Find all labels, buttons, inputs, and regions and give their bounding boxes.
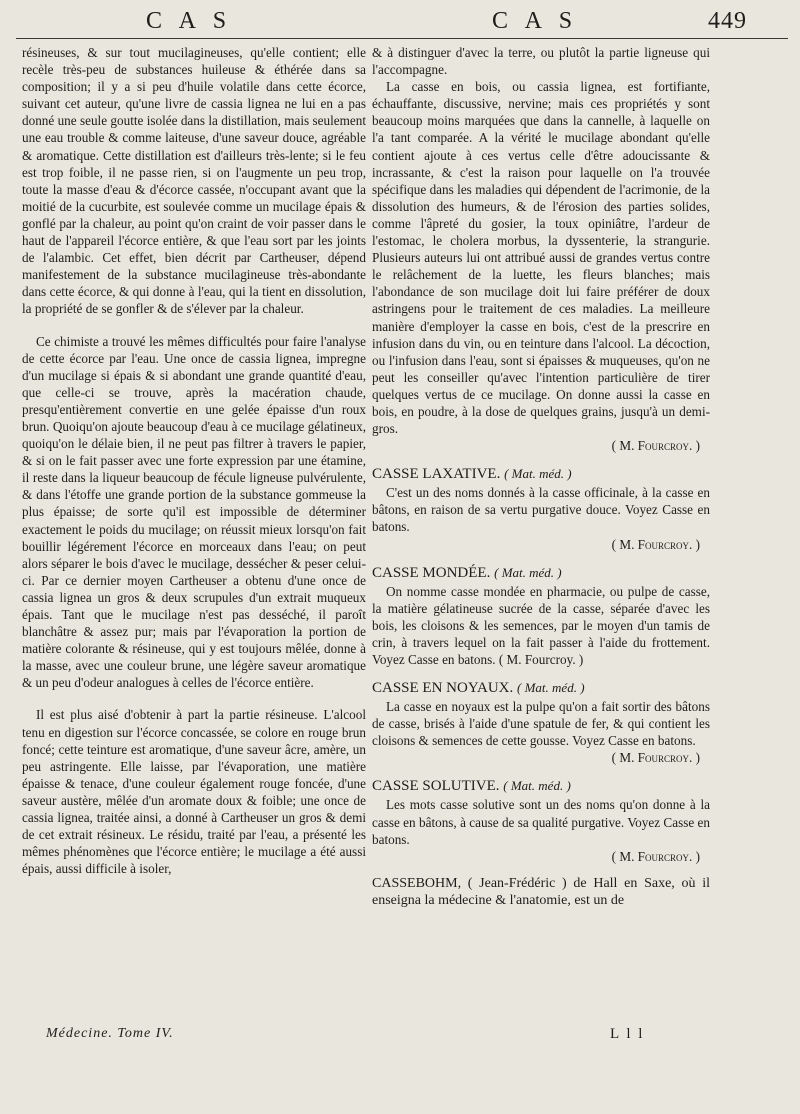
- dictionary-entry: [372, 678, 710, 766]
- dictionary-entry: [372, 563, 710, 668]
- dictionary-entry: [372, 464, 710, 552]
- entry-category: ( Mat. méd. ): [504, 466, 572, 482]
- entry-category: ( Mat. méd. ): [494, 564, 562, 580]
- left-column: [22, 44, 366, 877]
- author-signature: ( M. Fourcroy. ): [611, 750, 700, 766]
- entry-heading: CASSE MONDÉE.: [372, 564, 491, 581]
- running-head-center: C A S: [492, 8, 579, 34]
- entry-text: Les mots casse solutive sont un des noms qu'on donne à la casse en bâtons, à cause de sa qualité purgative. Voyez Casse en batons.: [372, 797, 710, 847]
- entry-text: C'est un des noms donnés à la casse officinale, à la casse en bâtons, en raison de sa vertu purgative douce. Voyez Casse en batons.: [372, 485, 710, 535]
- entry-text: On nomme casse mondée en pharmacie, ou pulpe de casse, la matière gélatineuse sucrée de la casse, séparée d'avec les bois, les cloisons & les semences, par le moyen d'un tamis de crin, à travers lequel on la fait passer à l'aide du frottement. Voyez Casse en batons. ( M. Fourcroy. ): [372, 583, 710, 667]
- right-column: [372, 44, 710, 909]
- paragraph: & à distinguer d'avec la terre, ou plutôt la partie ligneuse qui l'accompagne.: [372, 45, 710, 78]
- paragraph: résineuses, & sur tout mucilagineuses, qu'elle contient; elle recèle très-peu de substances huileuse & éthérée dans sa composition; il y a si peu d'huile volatile dans cette écorce, suivant cet auteur, qu'une livre de cassia lignea ne lui en a pas donné une seule goutte isolée dans la distillation, mais seulement une eau trouble & comme laiteuse, d'une saveur douce, agréable & aromatique. Cette distillation est d'ailleurs très-lente; si le feu est trop foible, il ne passe rien, si on l'augmente un peu trop, toute la masse d'eau & d'écorce cassée, n'occupant avant que la moitié de la cucurbite, est soulevée comme un mucilage épais & gonflé par la chaleur, au point qu'on craint de voir passer dans le haut de l'appareil l'écorce entière, & que l'eau sort par les joints de l'alambic. Cet effet, bien décrit par Cartheuser, dépend manifestement de la substance mucilagineuse très-abondante dans cette écorce, & qui donne à l'eau, qui la tient en dissolution, la propriété de se gonfler & de s'élever par la chaleur.: [22, 45, 366, 317]
- entry-heading: CASSE LAXATIVE.: [372, 466, 501, 483]
- paragraph: Ce chimiste a trouvé les mêmes difficultés pour faire l'analyse de cette écorce par l'eau. Une once de cassia lignea, impregne d'un mucilage si épais & si abondant une grande quantité d'eau, que celle-ci se trouve, après la macération chaude, presqu'entièrement convertie en une gelée épaisse d'un roux brun. Quoiqu'on ajoute beaucoup d'eau à ce mucilage gélatineux, quoiqu'on le délaie bien, il ne peut pas filtrer à travers le papier, & si on le fait passer avec une forte expression par une étamine, il reste dans la liqueur beaucoup de fécule ligneuse pulvérulente, & dans l'étoffe une grande portion de la substance gommeuse la plus épaisse; de sorte qu'il est impossible de déterminer exactement le poids du mucilage; on réussit mieux lorsqu'on fait bouillir légérement l'écorce en morceaux dans l'eau; on peut alors séparer le bois d'avec le mucilage, dessécher & peser celui-ci. Par ce dernier moyen Cartheuser a obtenu d'une once de cassia lignea un gros & deux scrupules d'un extrait muqueux épais. Tant que le mucilage n'est pas desséché, il paroît blanchâtre & assez pur; mais par l'évaporation la portion de matière colorante & résineuse, qui y est toujours mêlée, donne à la masse, avec une couleur brune, une légère saveur aromatique & un peu d'odeur analogues à celles de l'écorce entière.: [22, 333, 366, 691]
- signature-mark: L l l: [610, 1026, 645, 1042]
- paragraph: Il est plus aisé d'obtenir à part la partie résineuse. L'alcool tenu en digestion sur l'écorce concassée, se colore en rouge brun foncé; cette teinture est aromatique, d'une saveur âcre, amère, un peu astringente. Elle laisse, par l'évaporation, une matière épaisse & tenace, d'une couleur également rouge foncée, d'une saveur austère, mêlée d'un aromate doux & foible; une once de cassia lignea, traitée ainsi, a donné à Cartheuser un gros & demi de cet extrait résineux. Le résidu, traité par l'eau, a présenté les mêmes phénomènes que l'écorce entière; le mucilage a été aussi épais, aussi difficile à isoler,: [22, 707, 366, 877]
- running-head-left: C A S: [146, 8, 233, 34]
- paragraph: La casse en bois, ou cassia lignea, est fortifiante, échauffante, discussive, nervine; mais ces propriétés y sont beaucoup moins marquées que dans la cannelle, à laquelle on l'a tant comparée. A la vérité le mucilage abondant qu'elle contient ajoute à ces vertus celle d'être adoucissante & incrassante, & c'est la raison pour laquelle on l'a trouvée spécifique dans les maladies qui dépendent de l'acrimonie, de la dissolution des humeurs, & de l'érosion des parties solides, comme l'âpreté du gosier, la toux opiniâtre, l'ardeur de l'estomac, le cholera morbus, la dyssenterie, la strangurie. Plusieurs auteurs lui ont attribué aussi de grandes vertus contre le relâchement de la luette, les fleurs blanches; mais l'abondance de son mucilage doit lui faire préférer de doux astringens pour le traitement de ces maladies. La meilleure manière d'employer la casse en bois, c'est de la prescrire en infusion dans du vin, ou en teinture dans l'alcool. La décoction, ou l'infusion dans l'eau, sont si épaisses & muqueuses, qu'on ne peut les conseiller qu'avec l'intention particulière de tirer quelques vertus de ce mucilage. On donne aussi la casse en bois, en poudre, à la dose de quelques grains, jusqu'à un demi-gros.: [372, 79, 710, 437]
- entry-category: ( Mat. méd. ): [503, 778, 571, 794]
- entry-text: CASSEBOHM, ( Jean-Frédéric ) de Hall en Saxe, où il enseigna la médecine & l'anatomie, est un de: [372, 875, 710, 908]
- page-number: 449: [708, 8, 747, 34]
- header-rule: [16, 38, 788, 39]
- entry-heading: CASSE SOLUTIVE.: [372, 778, 500, 795]
- author-signature: ( M. Fourcroy. ): [611, 536, 700, 552]
- volume-footer: Médecine. Tome IV.: [46, 1026, 174, 1041]
- running-head: [0, 8, 800, 38]
- dictionary-entry: [372, 875, 710, 909]
- dictionary-entry: [372, 776, 710, 864]
- entry-text: La casse en noyaux est la pulpe qu'on a fait sortir des bâtons de casse, brisés à l'aide d'une spatule de fer, & qui contient les cloisons & semences de cette gousse. Voyez Casse en batons.: [372, 699, 710, 749]
- author-signature: ( M. Fourcroy. ): [611, 848, 700, 864]
- entry-category: ( Mat. méd. ): [517, 680, 585, 696]
- author-signature: ( M. Fourcroy. ): [611, 438, 700, 454]
- entry-heading: CASSE EN NOYAUX.: [372, 680, 514, 697]
